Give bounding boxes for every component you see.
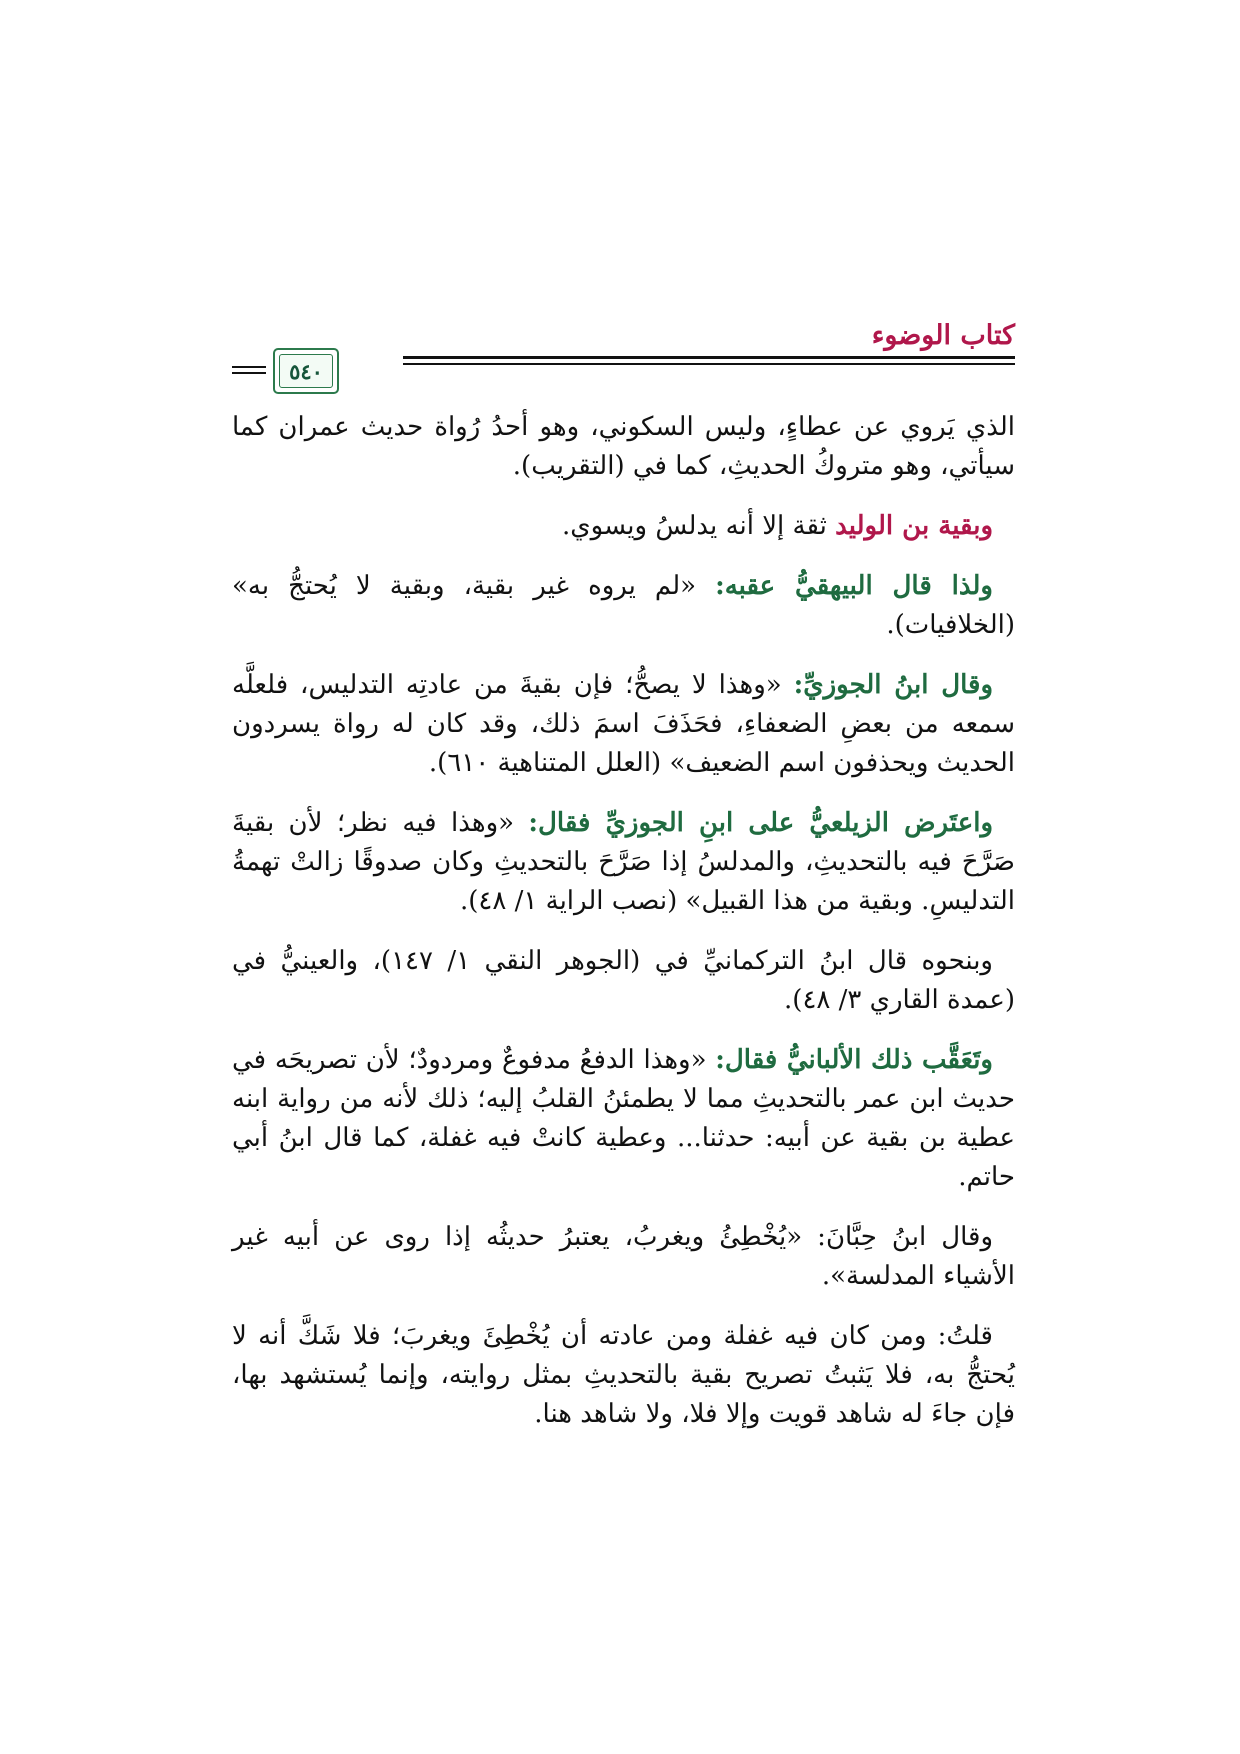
paragraph-continued [232, 408, 1015, 486]
paragraph-text: ثقة إلا أنه يدلسُ ويسوي. [562, 511, 836, 541]
paragraph-albani [232, 1041, 1015, 1197]
page-body [232, 408, 1015, 1455]
paragraph-lead-green: وتَعَقَّب ذلك الألبانيُّ فقال: [715, 1045, 993, 1075]
paragraph-text: «وهذا لا يصحُّ؛ فإن بقيةَ من عادتِه التدليس، فلعلَّه سمعه من بعضِ الضعفاءِ، فحَذَفَ اسمَ ذلك، وقد كان له رواة يسردون الحديث ويحذفون اسم الضعيف» (العلل المتناهية ٦١٠). [232, 670, 1015, 778]
paragraph-lead-red: وبقية بن الوليد [835, 511, 993, 541]
page-number-frame [273, 348, 339, 394]
paragraph-lead-green: واعتَرض الزيلعيُّ على ابنِ الجوزيِّ فقال: [528, 808, 994, 838]
header-rule-top [403, 356, 1015, 359]
paragraph-text: وقال ابنُ حِبَّانَ: «يُخْطِئُ ويغربُ، يعتبرُ حديثُه إذا روى عن أبيه غير الأشياء المدلسة». [232, 1222, 1015, 1291]
paragraph-ibn-hibban [232, 1218, 1015, 1296]
page-number: ٥٤٠ [289, 358, 323, 384]
header-rule-bottom [403, 363, 1015, 365]
paragraph-text: «لم يروه غير بقية، وبقية لا يُحتجُّ به» (الخلافيات). [232, 571, 1015, 640]
page-header [232, 318, 1015, 386]
paragraph-text: «وهذا الدفعُ مدفوعٌ ومردودٌ؛ لأن تصريحَه في حديث ابن عمر بالتحديثِ مما لا يطمئنُ القلبُ إليه؛ ذلك لأنه من رواية ابنه عطية بن بقية عن أبيه: حدثنا... وعطية كانتْ فيه غفلة، كما قال ابنُ أبي حاتم. [232, 1045, 1016, 1192]
side-rule-top [232, 366, 266, 368]
paragraph-text: «وهذا فيه نظر؛ لأن بقيةَ صَرَّحَ فيه بالتحديثِ، والمدلسُ إذا صَرَّحَ بالتحديثِ وكان صدوقًا زالتْ تهمةُ التدليسِ. وبقية من هذا القبيل» (نصب الراية ١/ ٤٨). [232, 808, 1015, 916]
paragraph-lead-green: ولذا قال البيهقيُّ عقبه: [715, 571, 993, 601]
paragraph-conclusion [232, 1317, 1015, 1434]
paragraph-zaylai [232, 804, 1015, 921]
paragraph-text: الذي يَروي عن عطاءٍ، وليس السكوني، وهو أحدُ رُواة حديث عمران كما سيأتي، وهو متروكُ الحديثِ، كما في (التقريب). [232, 412, 1015, 481]
paragraph-baqiyya [232, 507, 1015, 546]
paragraph-lead-green: وقال ابنُ الجوزيِّ: [793, 670, 993, 700]
paragraph-ibn-jawzi [232, 666, 1015, 783]
book-title: كتاب الوضوء [871, 320, 1015, 351]
paragraph-bayhaqi [232, 567, 1015, 645]
paragraph-text: وبنحوه قال ابنُ التركمانيِّ في (الجوهر النقي ١/ ١٤٧)، والعينيُّ في (عمدة القاري ٣/ ٤٨). [232, 946, 1015, 1015]
side-rule-bottom [232, 372, 266, 374]
paragraph-turkmani [232, 942, 1015, 1020]
page-number-inner-frame [279, 354, 333, 388]
paragraph-text: قلتُ: ومن كان فيه غفلة ومن عادته أن يُخْطِئَ ويغربَ؛ فلا شَكَّ أنه لا يُحتجُّ به، فلا يَثبتُ تصريح بقية بالتحديثِ بمثل روايته، وإنما يُستشهد بها، فإن جاءَ له شاهد قويت وإلا فلا، ولا شاهد هنا. [232, 1321, 1015, 1429]
